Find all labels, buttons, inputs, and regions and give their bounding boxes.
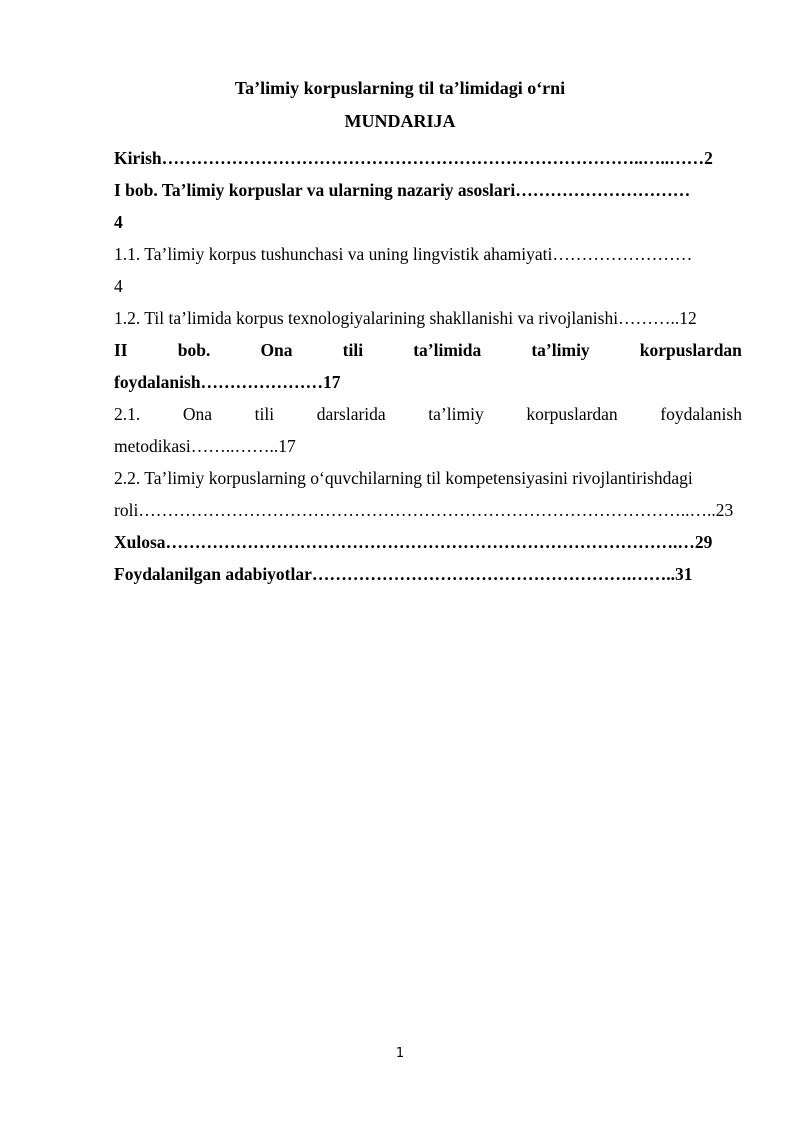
toc-word: tili bbox=[254, 404, 275, 424]
toc-word: ta’limiy bbox=[428, 404, 484, 424]
toc-entry-adabiyotlar: Foydalanilgan adabiyotlar……………………………………………….……..31 bbox=[114, 564, 693, 584]
toc-entry-bob2-cont: foydalanish…………………17 bbox=[114, 372, 341, 392]
toc-entry-bob1-page: 4 bbox=[114, 212, 123, 232]
toc-word: Ona bbox=[182, 404, 213, 424]
toc-entry-2-2: 2.2. Ta’limiy korpuslarning o‘quvchilarning til kompetensiyasini rivojlantirishdagi bbox=[114, 468, 693, 488]
toc-word: ta’limiy bbox=[531, 340, 590, 360]
toc-entry-bob1: I bob. Ta’limiy korpuslar va ularning nazariy asoslari………………………… bbox=[114, 180, 691, 200]
toc-entry-2-1 bbox=[114, 398, 742, 430]
toc-word: foydalanish bbox=[660, 404, 742, 424]
toc-entry-xulosa: Xulosa…………………………………………………………………………….…29 bbox=[114, 532, 713, 552]
toc-entry-kirish: Kirish………………………………………………………………………..…..……2 bbox=[114, 148, 713, 168]
toc-entry-1-1-page: 4 bbox=[114, 276, 123, 296]
page-number: 1 bbox=[395, 1046, 405, 1061]
toc-word: bob. bbox=[177, 340, 211, 360]
toc-entry-2-2-cont: roli…………………………………………………………………………………..…..23 bbox=[114, 500, 734, 520]
document-title: Ta’limiy korpuslarning til ta’limidagi o‘rni bbox=[234, 78, 566, 98]
toc-entry-bob2 bbox=[114, 334, 742, 366]
toc-word: tili bbox=[342, 340, 364, 360]
toc-word: Ona bbox=[260, 340, 293, 360]
toc-entry-1-2: 1.2. Til ta’limida korpus texnologiyalarining shakllanishi va rivojlanishi………..12 bbox=[114, 308, 697, 328]
toc-word: korpuslardan bbox=[639, 340, 742, 360]
toc-word: ta’limida bbox=[413, 340, 482, 360]
toc-word: korpuslardan bbox=[526, 404, 618, 424]
toc-entry-1-1: 1.1. Ta’limiy korpus tushunchasi va uning lingvistik ahamiyati…………………… bbox=[114, 244, 693, 264]
toc-entry-2-1-cont: metodikasi……..……..17 bbox=[114, 436, 296, 456]
toc-word: darslarida bbox=[316, 404, 386, 424]
toc-heading: MUNDARIJA bbox=[344, 111, 456, 131]
toc-word: 2.1. bbox=[114, 404, 141, 424]
table-of-contents bbox=[114, 142, 742, 590]
toc-word: II bbox=[114, 340, 128, 360]
